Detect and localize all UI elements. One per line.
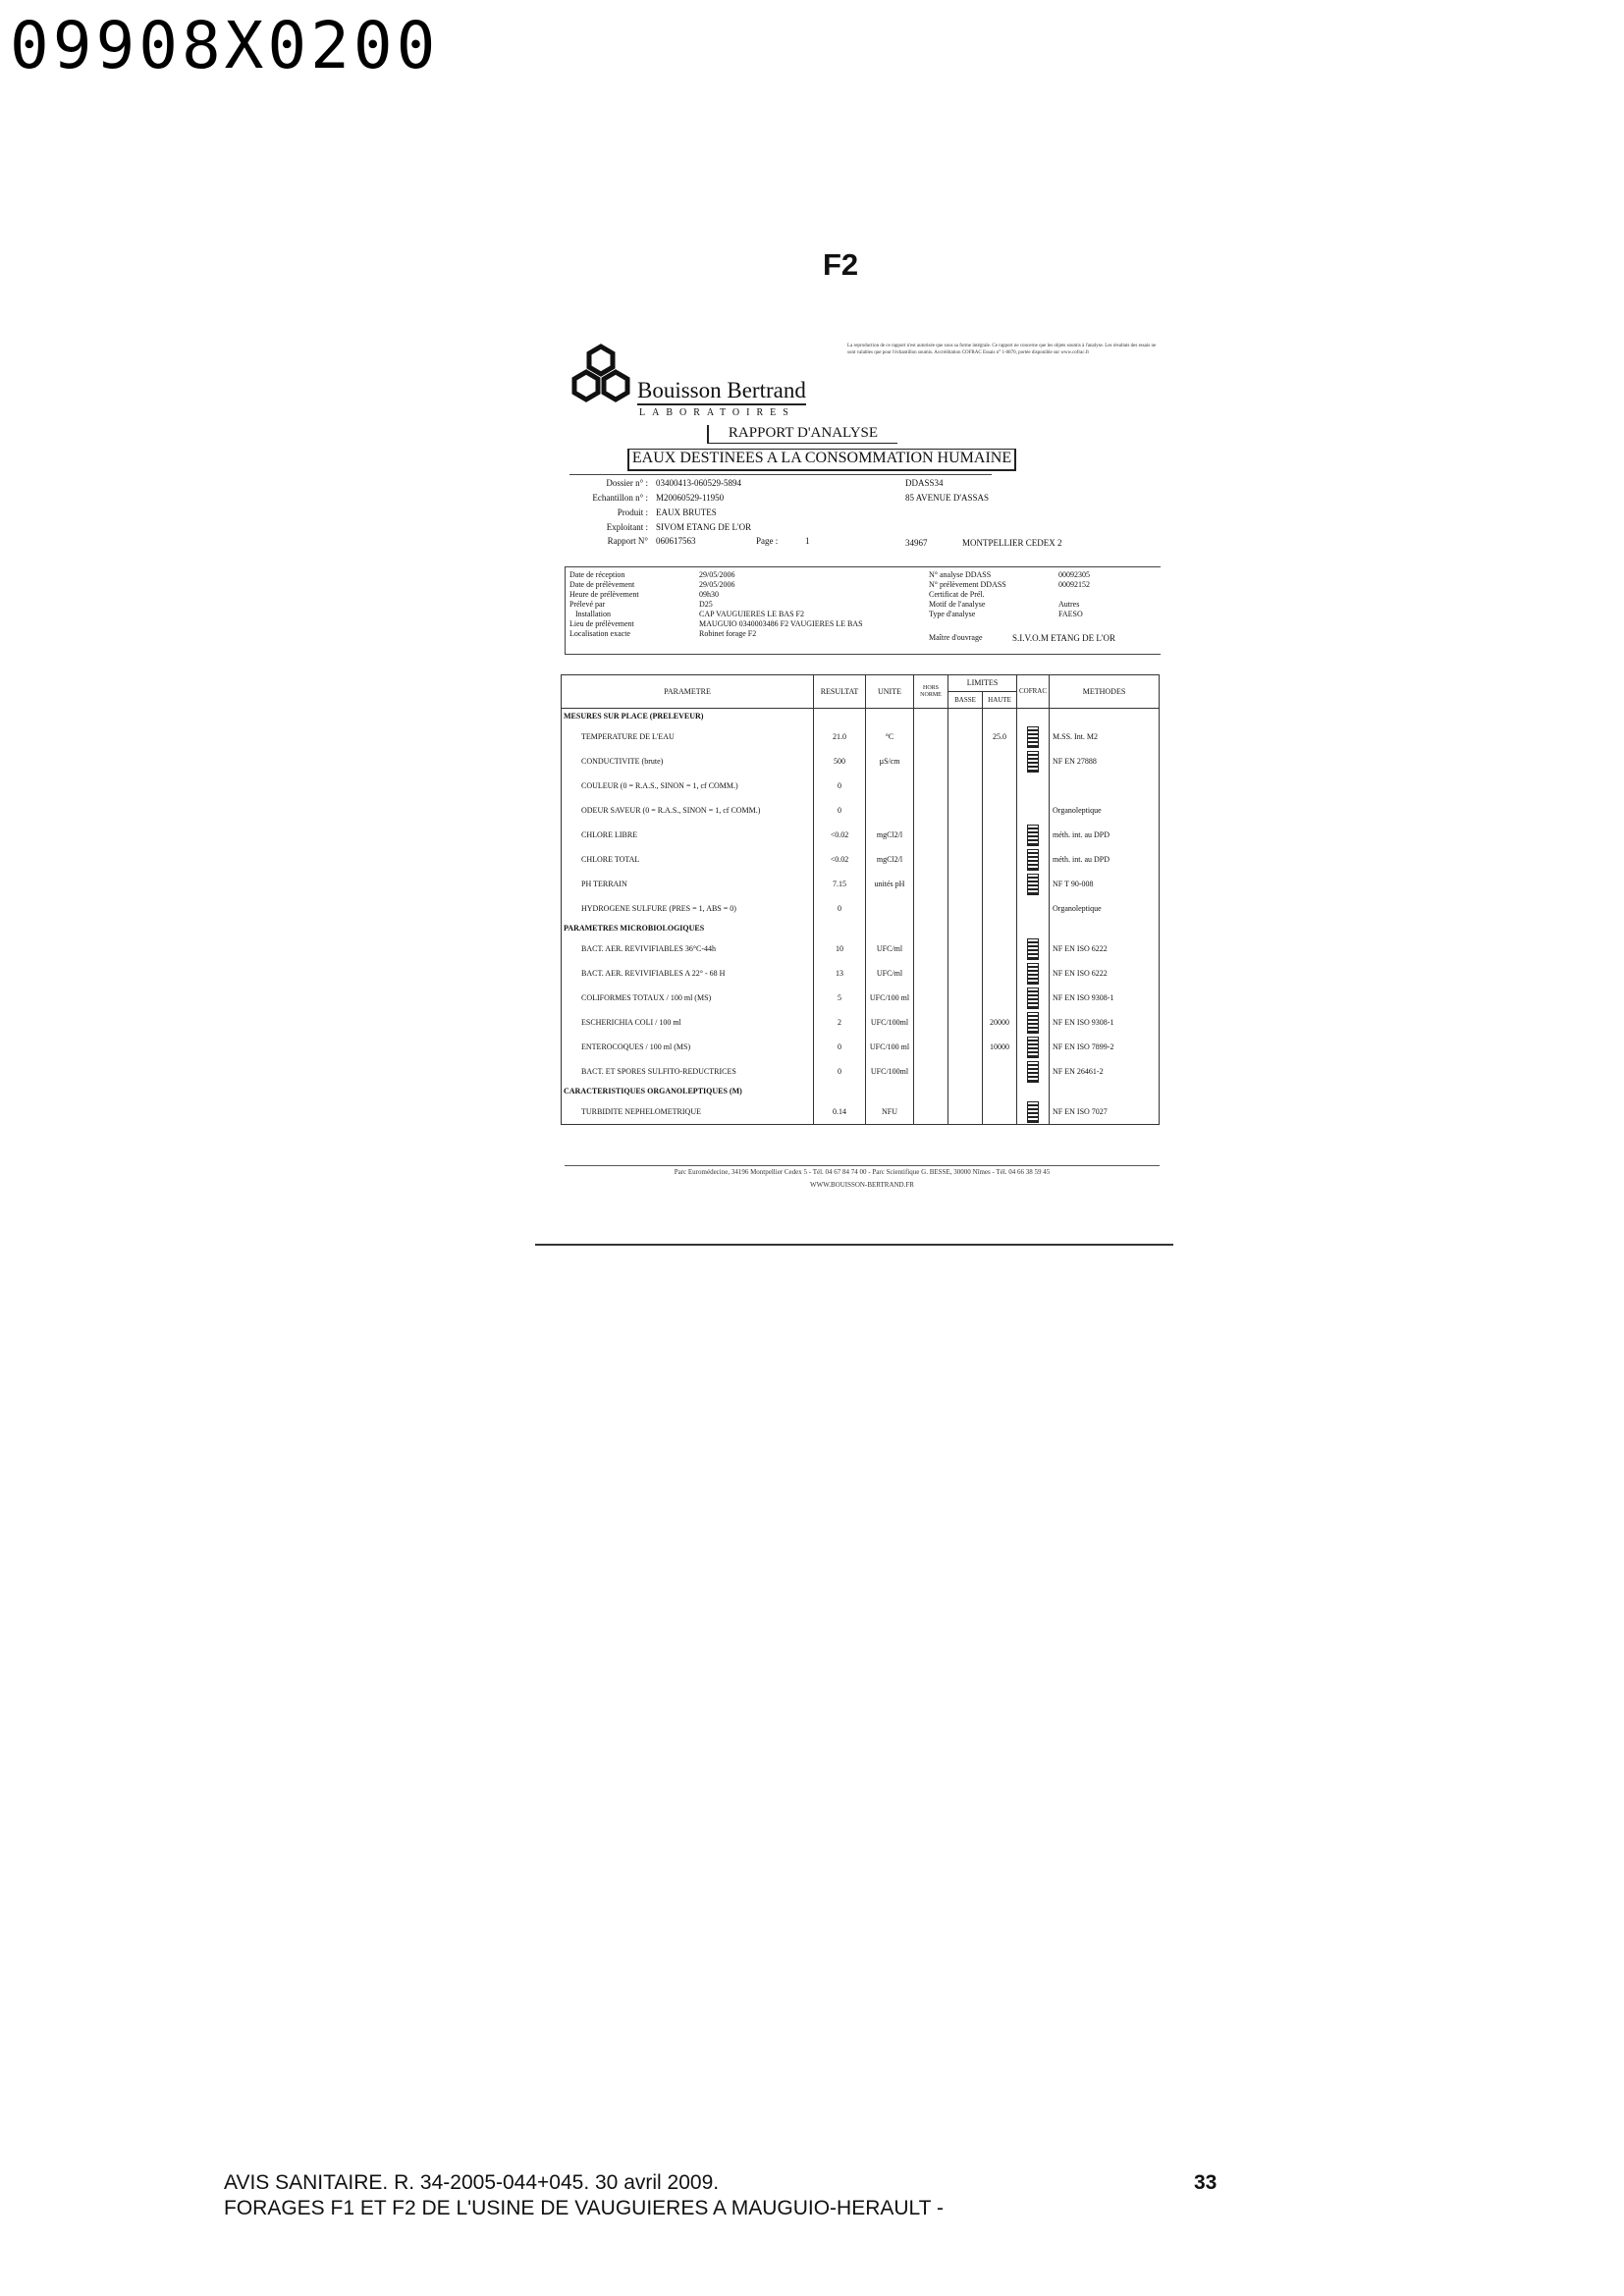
hors-norme-cell (914, 774, 948, 798)
hors-norme-cell (914, 986, 948, 1010)
rapport-value: 060617563 (656, 536, 696, 546)
param-cell: COULEUR (0 = R.A.S., SINON = 1, cf COMM.) (562, 774, 814, 798)
table-row (562, 724, 1160, 749)
method-cell: Organoleptique (1050, 798, 1160, 823)
cofrac-stamp-icon (1027, 988, 1039, 1009)
basse-cell (948, 798, 983, 823)
result-cell: 13 (814, 961, 866, 986)
haute-cell: 20000 (983, 1010, 1017, 1035)
method-cell: NF EN ISO 6222 (1050, 936, 1160, 961)
result-cell: 10 (814, 936, 866, 961)
result-cell: 0 (814, 798, 866, 823)
method-cell: Organoleptique (1050, 896, 1160, 921)
method-cell (1050, 774, 1160, 798)
table-section-row (562, 1084, 1160, 1099)
cofrac-cell (1017, 961, 1050, 986)
sample-info-block (569, 474, 1062, 550)
haute-cell (983, 823, 1017, 847)
cofrac-stamp-icon (1027, 874, 1039, 895)
method-cell: NF EN ISO 7027 (1050, 1099, 1160, 1125)
cofrac-cell (1017, 724, 1050, 749)
param-cell: HYDROGENE SULFURE (PRES = 1, ABS = 0) (562, 896, 814, 921)
lieu-label: Lieu de prélèvement (569, 619, 634, 628)
col-resultat: RESULTAT (814, 675, 866, 709)
basse-cell (948, 1059, 983, 1084)
analysis-report-scan (555, 339, 1160, 1193)
cofrac-cell (1017, 1099, 1050, 1125)
haute-cell (983, 774, 1017, 798)
basse-cell (948, 872, 983, 896)
hors-norme-cell (914, 1010, 948, 1035)
unit-cell: UFC/ml (866, 936, 914, 961)
table-row (562, 798, 1160, 823)
preleve-label: Prélevé par (569, 600, 606, 609)
param-cell: COLIFORMES TOTAUX / 100 ml (MS) (562, 986, 814, 1010)
page-label: Page : (756, 536, 779, 546)
unit-cell (866, 921, 914, 936)
motif-value: Autres (1058, 600, 1080, 609)
lab-address-footer: Parc Euromédecine, 34196 Montpellier Cedex 5 - Tél. 04 67 84 74 00 - Parc Scientifique G. BESSE, 30000 Nîmes - Tél. 04 66 38 59 45 (565, 1165, 1160, 1176)
param-cell: BACT. ET SPORES SULFITO-REDUCTRICES (562, 1059, 814, 1084)
page-number: 33 (1194, 2171, 1218, 2194)
localisation-label: Localisation exacte (569, 629, 630, 638)
result-cell: <0.02 (814, 847, 866, 872)
basse-cell (948, 709, 983, 725)
basse-cell (948, 1099, 983, 1125)
type-value: FAESO (1058, 610, 1083, 618)
method-cell: NF EN ISO 7899-2 (1050, 1035, 1160, 1059)
table-row (562, 1099, 1160, 1125)
table-section-row (562, 921, 1160, 936)
echantillon-label: Echantillon n° : (592, 493, 648, 503)
cofrac-cell (1017, 823, 1050, 847)
cofrac-cell (1017, 774, 1050, 798)
rapport-label: Rapport N° (607, 536, 648, 546)
hors-norme-cell (914, 1059, 948, 1084)
method-cell: M.SS. Int. M2 (1050, 724, 1160, 749)
param-cell: TEMPERATURE DE L'EAU (562, 724, 814, 749)
hors-norme-cell (914, 872, 948, 896)
param-cell: CARACTERISTIQUES ORGANOLEPTIQUES (M) (562, 1084, 814, 1099)
result-cell (814, 921, 866, 936)
cofrac-cell (1017, 986, 1050, 1010)
hors-norme-cell (914, 961, 948, 986)
method-cell (1050, 709, 1160, 725)
table-row (562, 823, 1160, 847)
cofrac-cell (1017, 1084, 1050, 1099)
cofrac-cell (1017, 872, 1050, 896)
basse-cell (948, 961, 983, 986)
unit-cell (866, 1084, 914, 1099)
result-cell (814, 709, 866, 725)
hors-norme-cell (914, 936, 948, 961)
param-cell: BACT. AER. REVIVIFIABLES A 22° - 68 H (562, 961, 814, 986)
col-unite: UNITE (866, 675, 914, 709)
cofrac-stamp-icon (1027, 938, 1039, 960)
haute-cell (983, 896, 1017, 921)
address-city: MONTPELLIER CEDEX 2 (962, 538, 1062, 548)
address-postcode: 34967 (905, 538, 928, 548)
hors-norme-cell (914, 921, 948, 936)
table-row (562, 896, 1160, 921)
page-value: 1 (805, 536, 810, 546)
cofrac-cell (1017, 798, 1050, 823)
cofrac-stamp-icon (1027, 726, 1039, 748)
haute-cell (983, 1099, 1017, 1125)
haute-cell (983, 936, 1017, 961)
n-analyse-label: N° analyse DDASS (929, 570, 992, 579)
unit-cell: NFU (866, 1099, 914, 1125)
n-analyse-value: 00092305 (1058, 570, 1090, 579)
motif-label: Motif de l'analyse (929, 600, 986, 609)
haute-cell (983, 921, 1017, 936)
hors-norme-cell (914, 709, 948, 725)
prelevement-value: 29/05/2006 (699, 580, 735, 589)
cofrac-stamp-icon (1027, 751, 1039, 773)
hexagon-logo-icon (567, 343, 635, 411)
basse-cell (948, 936, 983, 961)
unit-cell: UFC/100 ml (866, 1035, 914, 1059)
address-line1: DDASS34 (905, 478, 944, 488)
result-cell: 0.14 (814, 1099, 866, 1125)
cofrac-stamp-icon (1027, 963, 1039, 985)
unit-cell: mgCl2/l (866, 847, 914, 872)
heure-label: Heure de prélèvement (569, 590, 639, 599)
hors-norme-cell (914, 749, 948, 774)
document-code: 09908X0200 (10, 8, 440, 83)
method-cell: méth. int. au DPD (1050, 823, 1160, 847)
cofrac-stamp-icon (1027, 1037, 1039, 1058)
haute-cell (983, 872, 1017, 896)
method-cell: NF EN ISO 6222 (1050, 961, 1160, 986)
certificat-label: Certificat de Prél. (929, 590, 985, 599)
reception-label: Date de réception (569, 570, 625, 579)
unit-cell (866, 709, 914, 725)
maitre-value: S.I.V.O.M ETANG DE L'OR (1012, 633, 1115, 643)
cofrac-cell (1017, 921, 1050, 936)
cofrac-cell (1017, 1059, 1050, 1084)
cofrac-cell (1017, 709, 1050, 725)
unit-cell (866, 774, 914, 798)
heure-value: 09h30 (699, 590, 719, 599)
param-cell: CONDUCTIVITE (brute) (562, 749, 814, 774)
hors-norme-cell (914, 724, 948, 749)
table-row (562, 749, 1160, 774)
col-parametre: PARAMETRE (562, 675, 814, 709)
param-cell: CHLORE TOTAL (562, 847, 814, 872)
unit-cell: UFC/ml (866, 961, 914, 986)
preleve-value: D25 (699, 600, 713, 609)
footer-line2: FORAGES F1 ET F2 DE L'USINE DE VAUGUIERES A MAUGUIO-HERAULT - (224, 2197, 944, 2219)
unit-cell: mgCl2/l (866, 823, 914, 847)
haute-cell (983, 1059, 1017, 1084)
col-cofrac: COFRAC (1017, 675, 1050, 709)
unit-cell: µS/cm (866, 749, 914, 774)
method-cell: méth. int. au DPD (1050, 847, 1160, 872)
hors-norme-cell (914, 1035, 948, 1059)
table-row (562, 774, 1160, 798)
col-haute: HAUTE (983, 692, 1017, 709)
basse-cell (948, 749, 983, 774)
echantillon-value: M20060529-11950 (656, 493, 725, 503)
haute-cell (983, 1084, 1017, 1099)
result-cell: 500 (814, 749, 866, 774)
haute-cell (983, 847, 1017, 872)
result-cell: 0 (814, 774, 866, 798)
result-cell: 7.15 (814, 872, 866, 896)
sampling-details-block (565, 566, 1161, 655)
exploitant-label: Exploitant : (606, 522, 648, 532)
col-hors-norme: HORS NORME (914, 675, 948, 709)
table-section-row (562, 709, 1160, 725)
result-cell: 21.0 (814, 724, 866, 749)
haute-cell (983, 961, 1017, 986)
installation-label: Installation (575, 610, 611, 618)
basse-cell (948, 823, 983, 847)
result-cell: 0 (814, 1035, 866, 1059)
hors-norme-cell (914, 1099, 948, 1125)
method-cell: NF EN ISO 9308-1 (1050, 1010, 1160, 1035)
cofrac-stamp-icon (1027, 849, 1039, 871)
lab-brand-name: Bouisson Bertrand (637, 378, 806, 405)
basse-cell (948, 921, 983, 936)
unit-cell: unités pH (866, 872, 914, 896)
basse-cell (948, 896, 983, 921)
haute-cell (983, 798, 1017, 823)
result-cell (814, 1084, 866, 1099)
table-row (562, 936, 1160, 961)
haute-cell: 25.0 (983, 724, 1017, 749)
n-prelevement-value: 00092152 (1058, 580, 1090, 589)
param-cell: BACT. AER. REVIVIFIABLES 36°C-44h (562, 936, 814, 961)
method-cell (1050, 1084, 1160, 1099)
basse-cell (948, 986, 983, 1010)
basse-cell (948, 1084, 983, 1099)
method-cell: NF EN 26461-2 (1050, 1059, 1160, 1084)
footer-line1: AVIS SANITAIRE. R. 34-2005-044+045. 30 avril 2009. (224, 2171, 720, 2194)
address-line2: 85 AVENUE D'ASSAS (905, 493, 989, 503)
results-table (561, 674, 1160, 1125)
table-row (562, 1010, 1160, 1035)
section-heading: F2 (823, 247, 859, 282)
table-row (562, 1035, 1160, 1059)
param-cell: ODEUR SAVEUR (0 = R.A.S., SINON = 1, cf COMM.) (562, 798, 814, 823)
prelevement-label: Date de prélèvement (569, 580, 635, 589)
col-limites: LIMITES (948, 675, 1017, 692)
table-row (562, 961, 1160, 986)
unit-cell: UFC/100ml (866, 1010, 914, 1035)
unit-cell (866, 798, 914, 823)
n-prelevement-label: N° prélèvement DDASS (929, 580, 1006, 589)
method-cell: NF T 90-008 (1050, 872, 1160, 896)
result-cell: <0.02 (814, 823, 866, 847)
report-title: RAPPORT D'ANALYSE (707, 425, 897, 444)
results-body (562, 709, 1160, 1125)
produit-label: Produit : (617, 507, 648, 517)
basse-cell (948, 774, 983, 798)
cofrac-cell (1017, 749, 1050, 774)
type-label: Type d'analyse (929, 610, 976, 618)
hors-norme-cell (914, 798, 948, 823)
hors-norme-cell (914, 823, 948, 847)
lieu-value: MAUGUIO 0340003486 F2 VAUGIERES LE BAS (699, 619, 863, 628)
result-cell: 5 (814, 986, 866, 1010)
divider-line (535, 1244, 1173, 1246)
param-cell: PH TERRAIN (562, 872, 814, 896)
basse-cell (948, 1035, 983, 1059)
hors-norme-cell (914, 847, 948, 872)
param-cell: ESCHERICHIA COLI / 100 ml (562, 1010, 814, 1035)
basse-cell (948, 724, 983, 749)
cofrac-cell (1017, 1010, 1050, 1035)
param-cell: TURBIDITE NEPHELOMETRIQUE (562, 1099, 814, 1125)
unit-cell: UFC/100ml (866, 1059, 914, 1084)
param-cell: PARAMETRES MICROBIOLOGIQUES (562, 921, 814, 936)
cofrac-stamp-icon (1027, 825, 1039, 846)
reception-value: 29/05/2006 (699, 570, 735, 579)
method-cell: NF EN ISO 9308-1 (1050, 986, 1160, 1010)
dossier-value: 03400413-060529-5894 (656, 478, 741, 488)
haute-cell (983, 749, 1017, 774)
produit-value: EAUX BRUTES (656, 507, 717, 517)
haute-cell (983, 986, 1017, 1010)
param-cell: CHLORE LIBRE (562, 823, 814, 847)
col-basse: BASSE (948, 692, 983, 709)
cofrac-stamp-icon (1027, 1061, 1039, 1083)
unit-cell (866, 896, 914, 921)
hors-norme-cell (914, 896, 948, 921)
basse-cell (948, 847, 983, 872)
lab-website: WWW.BOUISSON-BERTRAND.FR (810, 1181, 914, 1189)
result-cell: 2 (814, 1010, 866, 1035)
dossier-label: Dossier n° : (606, 478, 648, 488)
localisation-value: Robinet forage F2 (699, 629, 757, 638)
lab-brand-subtitle: LABORATOIRES (639, 407, 795, 418)
param-cell: MESURES SUR PLACE (PRELEVEUR) (562, 709, 814, 725)
hors-norme-cell (914, 1084, 948, 1099)
col-methodes: METHODES (1050, 675, 1160, 709)
cofrac-cell (1017, 896, 1050, 921)
cofrac-stamp-icon (1027, 1012, 1039, 1034)
param-cell: ENTEROCOQUES / 100 ml (MS) (562, 1035, 814, 1059)
cofrac-cell (1017, 847, 1050, 872)
cofrac-cell (1017, 1035, 1050, 1059)
exploitant-value: SIVOM ETANG DE L'OR (656, 522, 752, 532)
installation-value: CAP VAUGUIERES LE BAS F2 (699, 610, 804, 618)
table-row (562, 1059, 1160, 1084)
unit-cell: UFC/100 ml (866, 986, 914, 1010)
result-cell: 0 (814, 896, 866, 921)
basse-cell (948, 1010, 983, 1035)
fine-print: La reproduction de ce rapport n'est autorisée que sous sa forme intégrale. Ce rapport ne concerne que les objets soumis à l'analyse. Les résultats des essais ne sont valables que pour l'échantillon soumis. Accréditation COFRAC Essais n° 1-0870, portée disponible sur www.cofrac.fr (847, 344, 1157, 356)
cofrac-stamp-icon (1027, 1101, 1039, 1123)
method-cell (1050, 921, 1160, 936)
haute-cell (983, 709, 1017, 725)
maitre-label: Maître d'ouvrage (929, 633, 983, 642)
report-subtitle: EAUX DESTINEES A LA CONSOMMATION HUMAINE (627, 449, 1016, 471)
table-row (562, 872, 1160, 896)
haute-cell: 10000 (983, 1035, 1017, 1059)
unit-cell: °C (866, 724, 914, 749)
table-row (562, 986, 1160, 1010)
cofrac-cell (1017, 936, 1050, 961)
result-cell: 0 (814, 1059, 866, 1084)
method-cell: NF EN 27888 (1050, 749, 1160, 774)
table-row (562, 847, 1160, 872)
